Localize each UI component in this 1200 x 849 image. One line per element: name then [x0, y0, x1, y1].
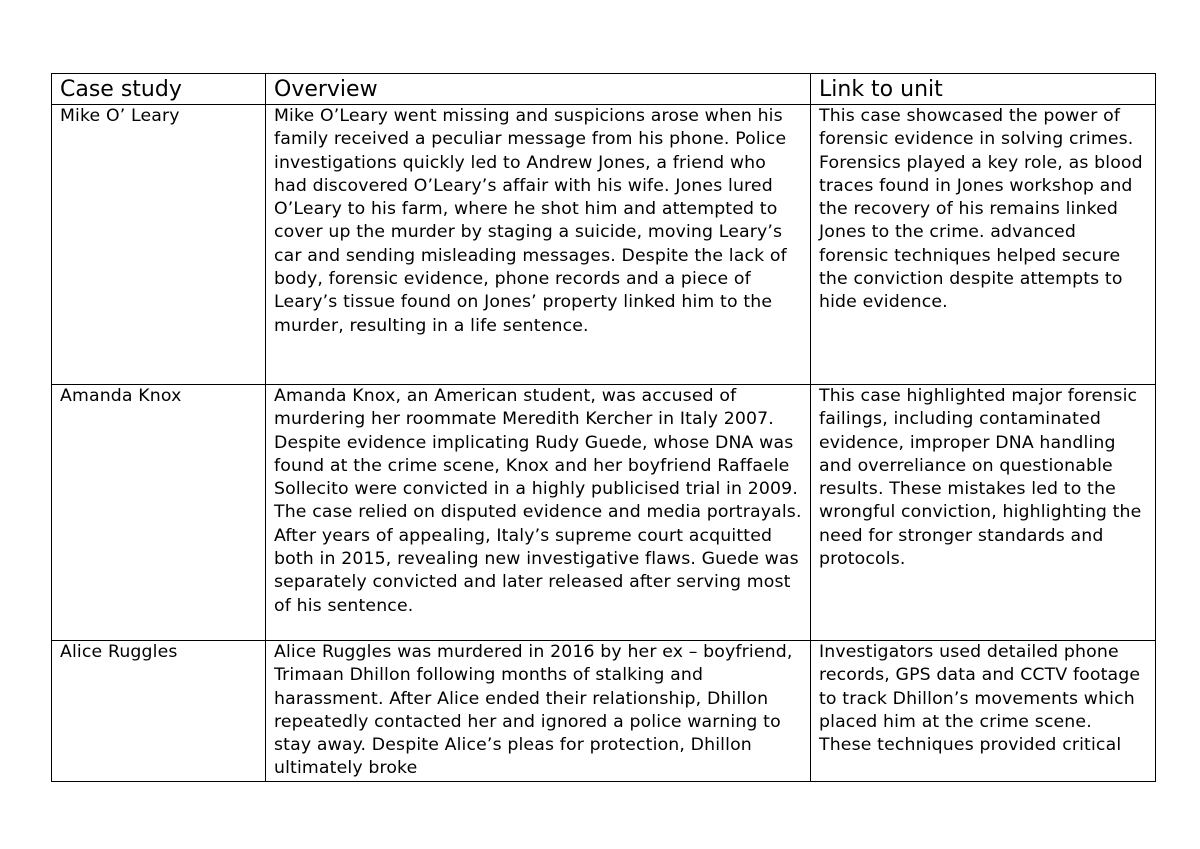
table-header-row: [52, 74, 1156, 105]
overview-text: Alice Ruggles was murdered in 2016 by her ex – boyfriend, Trimaan Dhillon following months of stalking and harassment. After Alice ended their relationship, Dhillon repeatedly contacted her and ignored a police warning to stay away. Despite Alice’s pleas for protection, Dhillon ultimately broke: [274, 642, 793, 779]
link-text: Investigators used detailed phone records, GPS data and CCTV footage to track Dhillon’s movements which placed him at the crime scene. These techniques provided critical: [819, 642, 1141, 756]
case-name: Amanda Knox: [60, 386, 182, 406]
case-name: Alice Ruggles: [60, 642, 178, 662]
case-name-cell: [52, 385, 266, 641]
overview-cell: [266, 641, 811, 782]
link-text: This case showcased the power of forensic evidence in solving crimes. Forensics played a key role, as blood traces found in Jones workshop and the recovery of his remains linked Jones to the crime. advanced forensic techniques helped secure the conviction despite attempts to hide evidence.: [819, 106, 1143, 313]
link-cell: [811, 105, 1156, 385]
case-study-table: [51, 73, 1156, 782]
link-cell: [811, 385, 1156, 641]
table-row: [52, 385, 1156, 641]
link-cell: [811, 641, 1156, 782]
header-overview: Overview: [266, 74, 811, 105]
table-row: [52, 641, 1156, 782]
case-name: Mike O’ Leary: [60, 106, 180, 126]
case-name-cell: [52, 641, 266, 782]
header-case-study: Case study: [52, 74, 266, 105]
case-name-cell: [52, 105, 266, 385]
overview-text: Amanda Knox, an American student, was accused of murdering her roommate Meredith Kercher in Italy 2007. Despite evidence implicating Rudy Guede, whose DNA was found at the crime scene, Knox and her boyfriend Raffaele Sollecito were convicted in a highly publicised trial in 2009. The case relied on disputed evidence and media portrayals. After years of appealing, Italy’s supreme court acquitted both in 2015, revealing new investigative flaws. Guede was separately convicted and later released after serving most of his sentence.: [274, 386, 802, 616]
overview-cell: [266, 105, 811, 385]
link-text: This case highlighted major forensic failings, including contaminated evidence, improper DNA handling and overreliance on questionable results. These mistakes led to the wrongful conviction, highlighting the need for stronger standards and protocols.: [819, 386, 1142, 570]
table-row: [52, 105, 1156, 385]
overview-text: Mike O’Leary went missing and suspicions arose when his family received a peculiar message from his phone. Police investigations quickly led to Andrew Jones, a friend who had discovered O’Leary’s affair with his wife. Jones lured O’Leary to his farm, where he shot him and attempted to cover up the murder by staging a suicide, moving Leary’s car and sending misleading messages. Despite the lack of body, forensic evidence, phone records and a piece of Leary’s tissue found on Jones’ property linked him to the murder, resulting in a life sentence.: [274, 106, 787, 336]
header-link-to-unit: Link to unit: [811, 74, 1156, 105]
overview-cell: [266, 385, 811, 641]
